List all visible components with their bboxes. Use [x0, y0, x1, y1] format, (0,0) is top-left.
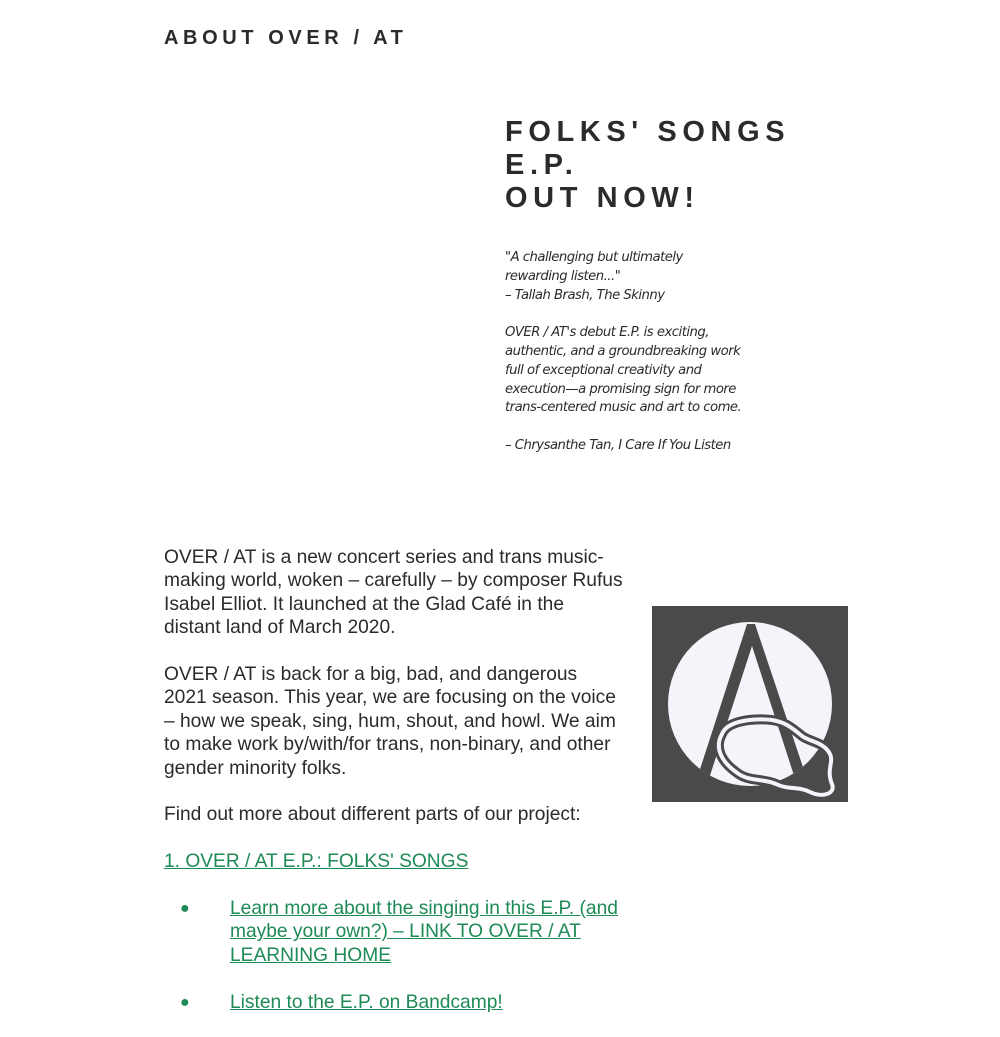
- quote-1-attribution: – Tallah Brash, The Skinny: [505, 287, 665, 303]
- ep-announcement-title: [505, 116, 845, 215]
- quote-1-line-1: "A challenging but ultimately: [505, 250, 683, 265]
- learning-home-link[interactable]: Learn more about the singing in this E.P. (and maybe your own?) – LINK TO OVER / AT LEARNING HOME: [230, 898, 618, 966]
- list-item: [164, 897, 624, 967]
- ep-section-heading: [164, 850, 624, 873]
- ep-title-line-2: E.P.: [505, 149, 579, 181]
- quote-2-text: OVER / AT's debut E.P. is exciting, authentic, and a groundbreaking work full of exceptional creativity and execution—a promising sign for more trans-centered music and art to come.: [505, 325, 742, 416]
- quote-2-attribution: – Chrysanthe Tan, I Care If You Listen: [505, 437, 731, 453]
- quote-1-line-2: rewarding listen...": [505, 268, 621, 284]
- bullet-icon: ●: [180, 900, 190, 918]
- press-quotes: [505, 249, 755, 456]
- ep-folks-songs-link[interactable]: 1. OVER / AT E.P.: FOLKS' SONGS: [164, 851, 469, 873]
- about-paragraph-2: OVER / AT is back for a big, bad, and dangerous 2021 season. This year, we are focusing on the voice – how we speak, sing, hum, shout, and howl. We aim to make work by/with/for trans, non-binary, and other gender minority folks.: [164, 664, 616, 779]
- about-section: [164, 546, 624, 1037]
- over-at-logo-icon: [652, 606, 848, 802]
- about-paragraph-1: OVER / AT is a new concert series and trans music-making world, woken – carefully – by composer Rufus Isabel Elliot. It launched at the Glad Café in the distant land of March 2020.: [164, 547, 623, 639]
- bullet-icon: ●: [180, 993, 190, 1011]
- list-item: [164, 991, 624, 1014]
- page-title: ABOUT OVER / AT: [164, 27, 408, 49]
- ep-title-line-3: OUT NOW!: [505, 182, 700, 214]
- bandcamp-link[interactable]: Listen to the E.P. on Bandcamp!: [230, 991, 503, 1013]
- ep-links-list: [164, 897, 624, 1014]
- ep-title-line-1: FOLKS' SONGS: [505, 116, 791, 148]
- about-paragraph-3: Find out more about different parts of our project:: [164, 804, 581, 826]
